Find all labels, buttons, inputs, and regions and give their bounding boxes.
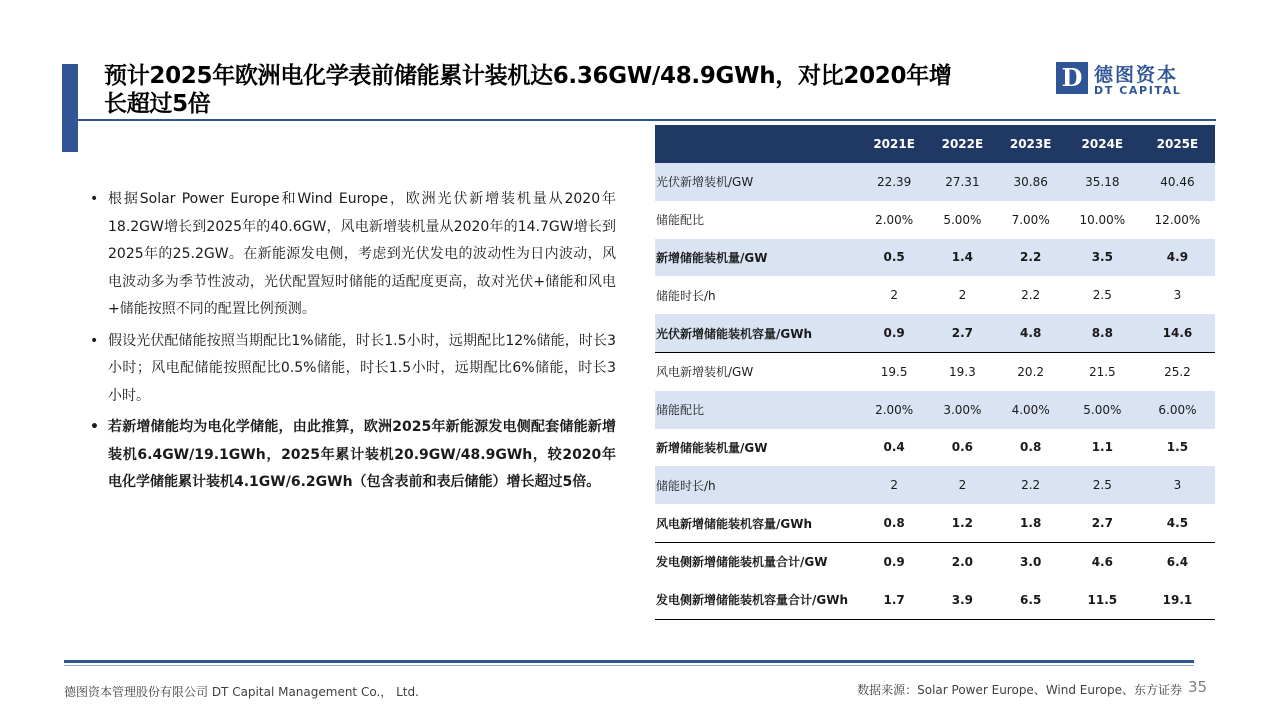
title-accent-bar — [62, 64, 78, 152]
footer-company: 德图资本管理股份有限公司 DT Capital Management Co.， Ltd. — [64, 685, 419, 699]
bullet-text: 若新增储能均为电化学储能，由此推算，欧洲2025年新能源发电侧配套储能新增装机6.4GW/19.1GWh，2025年累计装机20.9GW/48.9GWh，较2020年电化学储能累计装机4.1GW/6.2GWh（包含表前和表后储能）增长超过5倍。 — [108, 419, 616, 490]
table-row-total — [655, 581, 1215, 619]
table-cell: 6.4 — [1140, 542, 1215, 580]
table-row — [655, 429, 1215, 467]
footer-divider-thin — [64, 665, 1194, 666]
table-cell: 3 — [1140, 466, 1215, 504]
table-cell: 14.6 — [1140, 314, 1215, 352]
table-cell: 1.5 — [1166, 440, 1189, 455]
logo-chinese-name: 德图资本 — [1094, 64, 1179, 86]
table-cell: 1.7 — [860, 581, 928, 619]
table-row — [655, 352, 1215, 390]
table-row — [655, 276, 1215, 314]
table-cell: 1.4 — [928, 239, 996, 277]
table-cell: 4.8 — [997, 314, 1065, 352]
table-cell: 0.8 — [883, 516, 905, 531]
column-header: 2021E — [860, 125, 928, 163]
table-cell: 1.8 — [1020, 516, 1042, 531]
column-header: 2023E — [997, 125, 1065, 163]
bullet-list — [88, 186, 616, 501]
bullet-item — [88, 186, 616, 324]
table-cell: 1.1 — [1091, 440, 1113, 455]
table-cell: 2 — [860, 466, 928, 504]
table-cell: 20.2 — [997, 352, 1065, 390]
row-label: 新增储能装机量/GW — [655, 239, 860, 277]
table-row — [655, 163, 1215, 201]
column-header: 2022E — [928, 125, 996, 163]
table-cell: 2.5 — [1092, 288, 1112, 303]
table-cell: 27.31 — [928, 163, 996, 201]
column-header: 2025E — [1140, 125, 1215, 163]
page-title — [104, 62, 1044, 118]
table-cell: 35.18 — [1065, 163, 1140, 201]
page-title-line-2: 长超过5倍 — [104, 91, 211, 117]
table-cell: 0.6 — [951, 440, 974, 455]
bullet-item — [88, 328, 616, 411]
table-cell: 8.8 — [1065, 314, 1140, 352]
table-corner-cell — [655, 125, 860, 163]
page-number: 35 — [1188, 678, 1208, 696]
table-cell: 22.39 — [860, 163, 928, 201]
column-header: 2024E — [1065, 125, 1140, 163]
table-cell: 2.2 — [997, 466, 1065, 504]
table-row — [655, 314, 1215, 352]
row-label: 发电侧新增储能装机量合计/GW — [655, 542, 860, 580]
page-title-line-1: 预计2025年欧洲电化学表前储能累计装机达6.36GW/48.9GWh，对比2020年增 — [104, 63, 952, 89]
table-row — [655, 391, 1215, 429]
table-cell: 11.5 — [1065, 581, 1140, 619]
table-cell: 3 — [1173, 288, 1182, 303]
table-cell: 5.00% — [1065, 391, 1140, 429]
table-cell: 6.00% — [1140, 391, 1215, 429]
table-cell: 5.00% — [943, 212, 982, 227]
table-row — [655, 466, 1215, 504]
table-cell: 19.5 — [860, 352, 928, 390]
table-cell: 2 — [928, 466, 996, 504]
table-cell: 2.00% — [875, 212, 914, 227]
title-divider — [78, 119, 1216, 121]
logo-mark-icon: D — [1056, 62, 1088, 94]
bullet-icon: • — [90, 332, 99, 349]
row-label: 储能配比 — [655, 391, 860, 429]
table-cell: 3.9 — [928, 581, 996, 619]
table-cell: 25.2 — [1140, 352, 1215, 390]
table-cell: 2.00% — [860, 391, 928, 429]
bullet-item-conclusion — [88, 414, 616, 497]
row-label: 储能时长/h — [656, 288, 716, 303]
row-label: 发电侧新增储能装机容量合计/GWh — [655, 581, 860, 619]
table-cell: 3.0 — [997, 542, 1065, 580]
table-row-total — [655, 542, 1215, 580]
table-cell: 4.6 — [1065, 542, 1140, 580]
table-cell: 2.2 — [997, 239, 1065, 277]
table-cell: 2.2 — [1021, 288, 1041, 303]
table-cell: 2.0 — [928, 542, 996, 580]
row-label: 新增储能装机量/GW — [656, 440, 768, 455]
table-cell: 10.00% — [1079, 212, 1126, 227]
table-cell: 40.46 — [1140, 163, 1215, 201]
table-cell: 2.7 — [928, 314, 996, 352]
table-row — [655, 201, 1215, 239]
table-row — [655, 239, 1215, 277]
footer-source: 数据来源：Solar Power Europe、Wind Europe、东方证券 — [857, 683, 1182, 697]
table-cell: 21.5 — [1065, 352, 1140, 390]
table-cell: 6.5 — [997, 581, 1065, 619]
bullet-icon: • — [90, 419, 99, 435]
table-cell: 0.9 — [860, 542, 928, 580]
table-cell: 1.2 — [951, 516, 974, 531]
logo-english-name: DT CAPITAL — [1094, 84, 1182, 97]
table-cell: 0.9 — [860, 314, 928, 352]
row-label: 光伏新增装机/GW — [655, 163, 860, 201]
table-cell: 0.5 — [860, 239, 928, 277]
table-cell: 7.00% — [1011, 212, 1050, 227]
table-cell: 0.4 — [883, 440, 905, 455]
footer-divider — [64, 660, 1194, 663]
table-cell: 2.7 — [1091, 516, 1113, 531]
row-label: 风电新增储能装机容量/GWh — [656, 516, 813, 531]
table-cell: 4.9 — [1140, 239, 1215, 277]
table-cell: 19.1 — [1140, 581, 1215, 619]
table-cell: 3.5 — [1065, 239, 1140, 277]
table-cell: 2.5 — [1065, 466, 1140, 504]
table-cell: 3.00% — [928, 391, 996, 429]
bullet-text: 假设光伏配储能按照当期配比1%储能，时长1.5小时，远期配比12%储能，时长3小时；风电配储能按照配比0.5%储能，时长1.5小时，远期配比6%储能，时长3小时。 — [108, 332, 616, 404]
row-label: 储能配比 — [656, 213, 705, 228]
row-label: 储能时长/h — [655, 466, 860, 504]
table-header-row — [655, 125, 1215, 163]
table-cell: 2 — [958, 288, 967, 303]
bullet-icon: • — [90, 191, 99, 207]
table-cell: 19.3 — [928, 352, 996, 390]
row-label: 光伏新增储能装机容量/GWh — [655, 314, 860, 352]
bullet-text: 根据Solar Power Europe和Wind Europe，欧洲光伏新增装机量从2020年18.2GW增长到2025年的40.6GW，风电新增装机量从2020年的14.7GW增长到2025年的25.2GW。在新能源发电侧，考虑到光伏发电的波动性为日内波动，风电波动多为季节性波动，光伏配置短时储能的适配度更高，故对光伏+储能和风电+储能按照不同的配置比例预测。 — [108, 191, 616, 317]
table-cell: 0.8 — [1020, 440, 1042, 455]
company-logo — [1056, 62, 1216, 98]
row-label: 风电新增装机/GW — [655, 352, 860, 390]
table-cell: 4.00% — [997, 391, 1065, 429]
table-cell: 4.5 — [1166, 516, 1189, 531]
storage-forecast-table — [655, 125, 1215, 620]
table-cell: 30.86 — [997, 163, 1065, 201]
table-cell: 2 — [890, 288, 898, 303]
table-cell: 12.00% — [1154, 212, 1201, 227]
table-row — [655, 504, 1215, 542]
